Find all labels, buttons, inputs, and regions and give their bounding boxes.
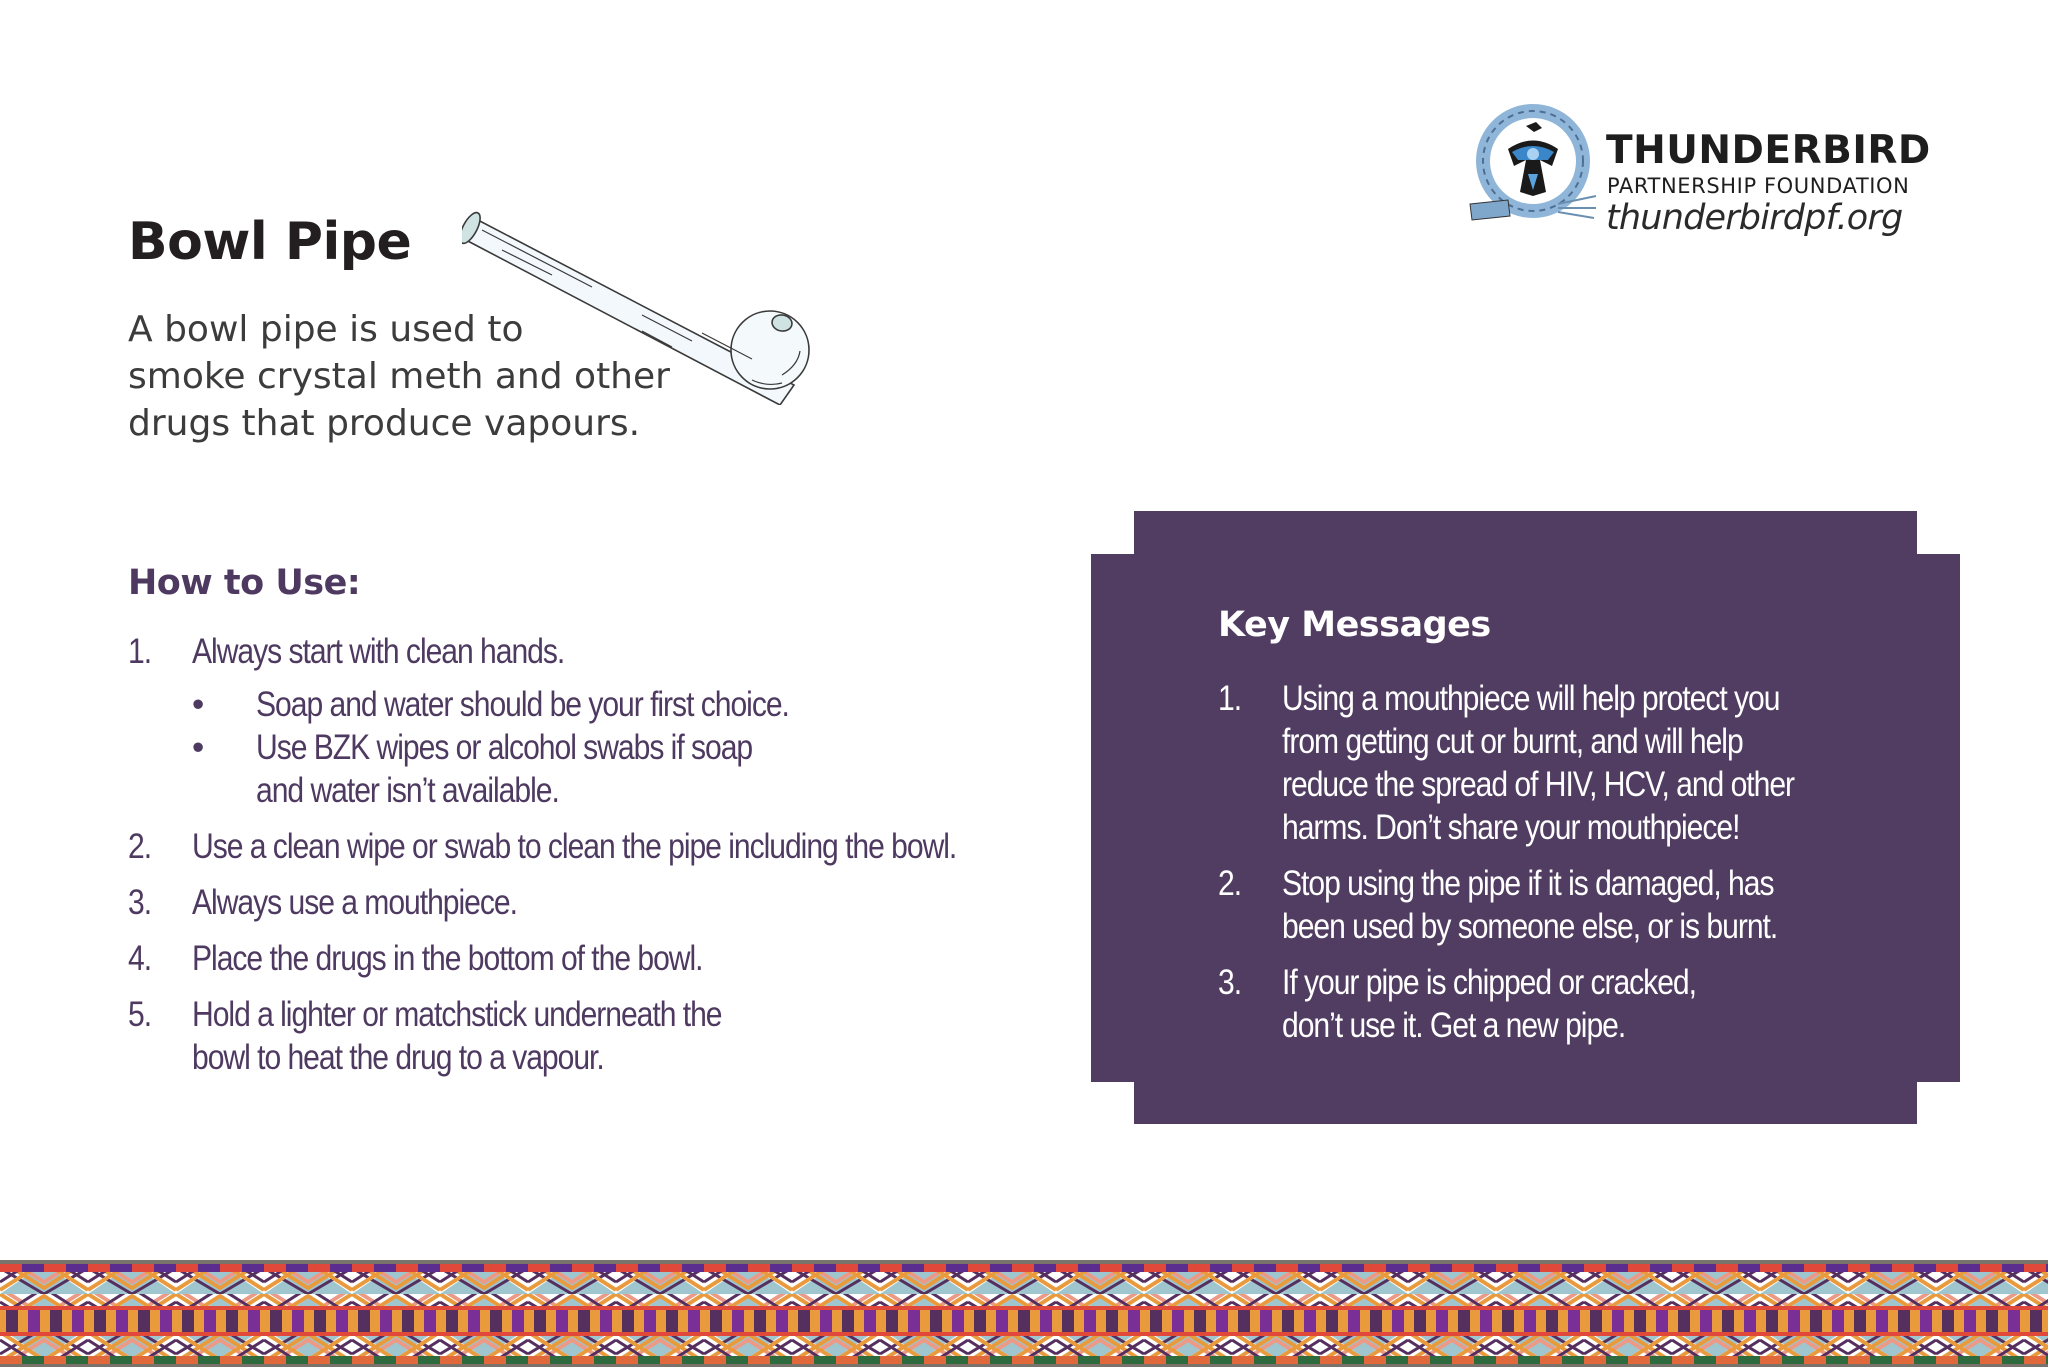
logo-url: thunderbirdpf.org: [1606, 198, 1903, 238]
bullet-icon: •: [192, 685, 204, 724]
key-message-number: 2.: [1218, 864, 1242, 903]
step-text: Use a clean wipe or swab to clean the pipe including the bowl.: [192, 827, 957, 866]
key-message-text: If your pipe is chipped or cracked,: [1282, 963, 1696, 1002]
step-number: 5.: [128, 995, 152, 1034]
key-message-text: been used by someone else, or is burnt.: [1282, 907, 1778, 946]
key-message-item: [1218, 862, 1898, 948]
sub-item-text: Soap and water should be your first choice.: [256, 685, 789, 724]
how-to-use-heading: How to Use:: [128, 563, 361, 603]
key-messages-box-bottom-tab: [1134, 1081, 1917, 1124]
how-to-use-list: [128, 630, 1068, 1092]
key-message-text: from getting cut or burnt, and will help: [1282, 722, 1743, 761]
step-text: Always use a mouthpiece.: [192, 883, 517, 922]
step-item: [128, 881, 1068, 924]
intro-line: A bowl pipe is used to: [128, 309, 524, 350]
key-message-text: harms. Don’t share your mouthpiece!: [1282, 808, 1740, 847]
step-text: Place the drugs in the bottom of the bowl.: [192, 939, 703, 978]
step-item: [128, 937, 1068, 980]
sub-item-text: Use BZK wipes or alcohol swabs if soap: [256, 728, 753, 767]
step-item: [128, 993, 1068, 1079]
intro-line: smoke crystal meth and other: [128, 356, 670, 397]
key-messages-box-top-tab: [1134, 511, 1917, 555]
page-title: Bowl Pipe: [128, 212, 412, 272]
step-number: 4.: [128, 939, 152, 978]
intro-line: drugs that produce vapours.: [128, 403, 641, 444]
sub-item-text: and water isn’t available.: [256, 771, 559, 810]
step-item: [128, 825, 1068, 868]
logo-subtitle: PARTNERSHIP FOUNDATION: [1607, 174, 1910, 198]
decorative-woven-border: [0, 1260, 2048, 1367]
key-message-text: Stop using the pipe if it is damaged, has: [1282, 864, 1774, 903]
key-message-text: reduce the spread of HIV, HCV, and other: [1282, 765, 1795, 804]
step-number: 1.: [128, 632, 152, 671]
key-messages-heading: Key Messages: [1218, 605, 1491, 645]
key-message-number: 3.: [1218, 963, 1242, 1002]
key-message-number: 1.: [1218, 679, 1242, 718]
step-text: Hold a lighter or matchstick underneath the: [192, 995, 722, 1034]
key-message-text: Using a mouthpiece will help protect you: [1282, 679, 1780, 718]
step-number: 3.: [128, 883, 152, 922]
thunderbird-emblem-icon: [1468, 104, 1598, 229]
logo-name: THUNDERBIRD: [1606, 128, 1931, 173]
key-message-item: [1218, 677, 1898, 849]
sub-item: [192, 726, 1068, 812]
step-number: 2.: [128, 827, 152, 866]
step-item: [128, 630, 1068, 812]
step-sub-list: [192, 683, 1068, 812]
key-message-text: don’t use it. Get a new pipe.: [1282, 1006, 1626, 1045]
key-message-item: [1218, 961, 1898, 1047]
sub-item: [192, 683, 1068, 726]
bullet-icon: •: [192, 728, 204, 767]
thunderbird-logo: [1462, 100, 1931, 250]
step-text: bowl to heat the drug to a vapour.: [192, 1038, 604, 1077]
key-messages-list: [1218, 677, 1898, 1060]
step-text: Always start with clean hands.: [192, 632, 565, 671]
bowl-pipe-icon: [462, 205, 822, 405]
